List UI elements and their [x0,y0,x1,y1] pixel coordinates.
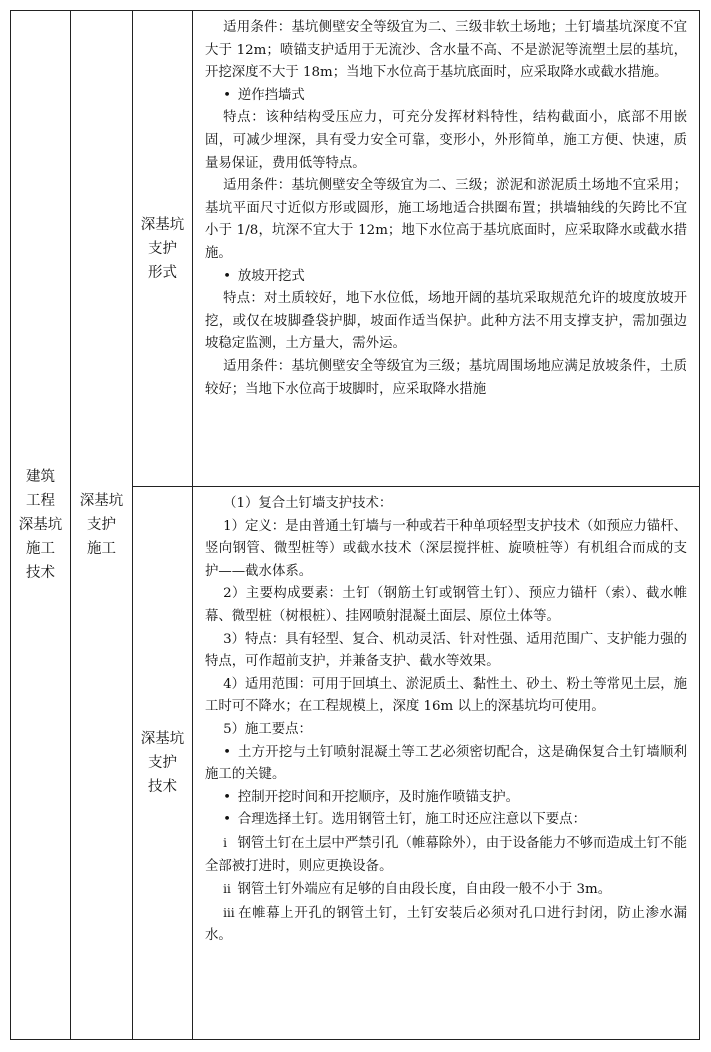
paragraph-text: 适用条件：基坑侧壁安全等级宜为三级；基坑周围场地应满足放坡条件，土质较好；当地下水位高于坡脚时，应采取降水措施 [205,358,687,397]
category-label: 建筑 工程 深基坑 施工 技术 [18,469,63,581]
paragraph-text: 在帷幕上开孔的钢管土钉，土钉安装后必须对孔口进行封闭，防止渗水漏水。 [205,905,687,944]
roman-list-item [205,832,687,878]
paragraph-text: 2）主要构成要素：土钉（钢筋土钉或钢管土钉）、预应力锚杆（索）、截水帷幕、微型桩（树根桩）、挂网喷射混凝土面层、原位土体等。 [205,586,687,624]
paragraph-text: （1）复合土钉墙支护技术： [223,496,393,511]
row1-label-cell [133,11,193,487]
paragraph-text: 适用条件：基坑侧壁安全等级宜为二、三级非软土场地；土钉墙基坑深度不宜大于 12m；喷锚支护适用于无流沙、含水量不高、不是淤泥等流塑土层的基坑，开挖深度不大于 18m；当地下水位高于基坑底面时，应采取降水或截水措施。 [205,20,687,81]
paragraph-text: 土方开挖与土钉喷射混凝土等工艺必须密切配合，这是确保复合土钉墙顺利施工的关键。 [205,744,687,783]
roman-marker: ⅱ [223,882,231,897]
paragraph [205,356,687,401]
paragraph-text: 1）定义：是由普通土钉墙与一种或若干种单项轻型支护技术（如预应力锚杆、竖向钢管、微型桩等）或截水技术（深层搅拌桩、旋喷桩等）有机组合而成的支护——截水体系。 [205,518,687,579]
bullet-icon: • [223,744,231,760]
bullet-item [205,787,687,810]
bullet-icon: • [223,268,231,284]
row2-label-cell [133,487,193,1040]
subcategory-label: 深基坑 支护 施工 [79,493,124,557]
row2-content [193,487,700,1040]
row2-label: 深基坑 支护 技术 [140,731,185,795]
paragraph [205,674,687,719]
paragraph [205,629,687,674]
row1-content [193,11,700,487]
roman-list-item [205,902,687,948]
paragraph-text: 3）特点：具有轻型、复合、机动灵活、针对性强、适用范围广、支护能力强的特点，可作超前支护，并兼备支护、截水等效果。 [205,631,687,670]
paragraph [205,107,687,175]
subcategory-cell [71,11,133,1040]
roman-marker: ⅰ [223,835,227,850]
paragraph [205,493,687,516]
paragraph-text: 适用条件：基坑侧壁安全等级宜为二、三级；淤泥和淤泥质土场地不宜采用；基坑平面尺寸近似方形或圆形，施工场地适合拱圈布置；拱墙轴线的矢跨比不宜小于 1/8，坑深不宜大于 12m；地下水位高于基坑底面时，应采取降水或截水措施。 [205,178,687,261]
bullet-icon: • [223,789,231,805]
row1-label: 深基坑 支护 形式 [140,216,185,281]
paragraph-text: 4）适用范围：可用于回填土、淤泥质土、黏性土、砂土、粉土等常见土层，施工时可不降水；在工程规模上，深度 16m 以上的深基坑均可使用。 [205,676,687,715]
category-cell [11,11,71,1040]
paragraph-text: 控制开挖时间和开挖顺序，及时施作喷锚支护。 [237,789,520,805]
bullet-item [205,85,687,108]
paragraph-text: 钢管土钉在土层中严禁引孔（帷幕除外），由于设备能力不够而造成土钉不能全部被打进时，则应更换设备。 [205,835,687,874]
bullet-item [205,742,687,787]
paragraph [205,719,687,742]
paragraph-text: 合理选择土钉。选用钢管土钉，施工时还应注意以下要点： [237,812,586,828]
paragraph-text: 放坡开挖式 [237,268,305,284]
paragraph-text: 钢管土钉外端应有足够的自由段长度，自由段一般不小于 3m。 [237,882,612,898]
bullet-icon: • [223,87,231,103]
paragraph [205,583,687,628]
paragraph-text: 逆作挡墙式 [237,87,305,103]
paragraph [205,516,687,584]
roman-marker: ⅲ [223,905,235,920]
paragraph-text: 特点：对土质较好，地下水位低，场地开阔的基坑采取规范允许的坡度放坡开挖，或仅在坡脚叠袋护脚，坡面作适当保护。此种方法不用支撑支护，需加强边坡稳定监测，土方量大，需外运。 [205,291,687,352]
paragraph [205,288,687,356]
bullet-item [205,266,687,289]
bullet-icon: • [223,812,231,828]
paragraph [205,175,687,265]
bullet-item [205,809,687,832]
paragraph [205,17,687,85]
roman-list-item [205,878,687,902]
paragraph-text: 5）施工要点： [223,721,312,737]
construction-table [10,10,700,1040]
paragraph-text: 特点：该种结构受压应力，可充分发挥材料特性，结构截面小，底部不用嵌固，可减少埋深，具有受力安全可靠，变形小，外形简单，施工方便、快速，质量易保证，费用低等特点。 [205,110,687,171]
